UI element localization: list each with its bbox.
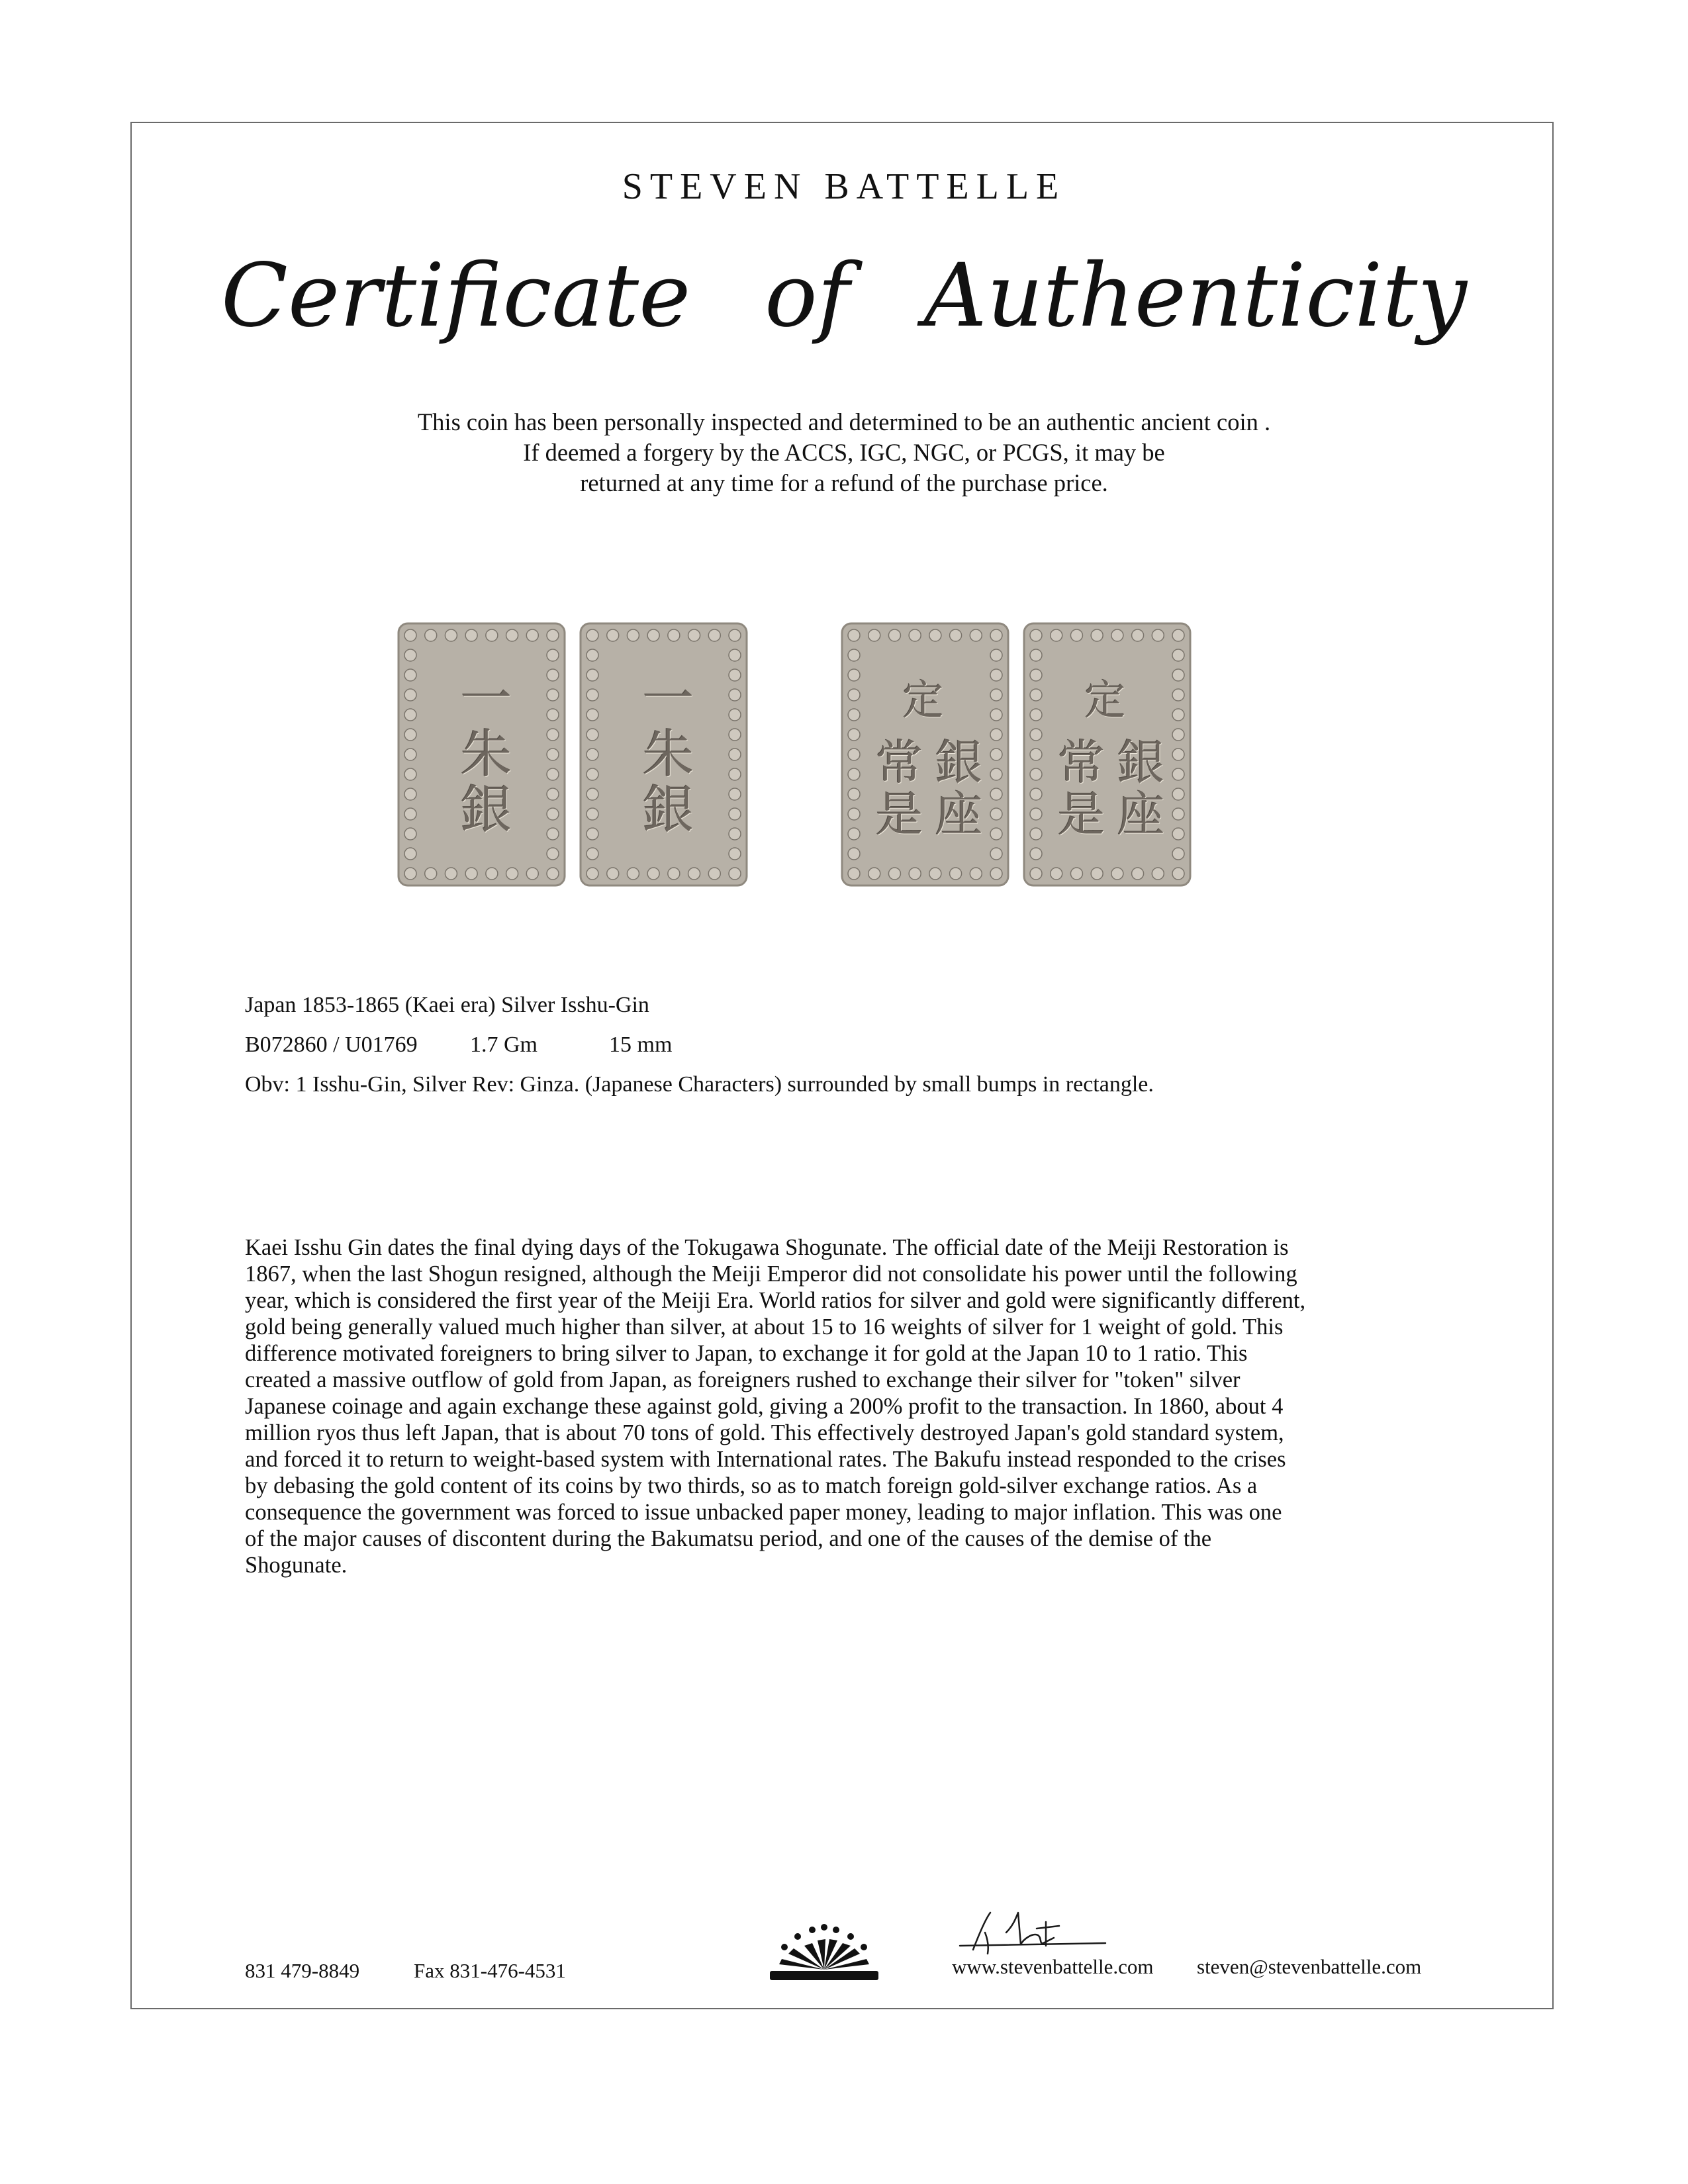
history-line: by debasing the gold content of its coins by two thirds, so as to match foreign gold-silver exchange ratios. As a bbox=[245, 1473, 1258, 1498]
coin-bead bbox=[1132, 868, 1144, 880]
coin-bead bbox=[607, 629, 619, 641]
coin-photo bbox=[397, 622, 1192, 900]
coin-reverse-column: 常是 bbox=[1049, 737, 1105, 841]
coin-bead bbox=[868, 629, 880, 641]
coin-bead bbox=[729, 629, 741, 641]
coin-bead bbox=[848, 629, 860, 641]
coin-bead bbox=[404, 629, 416, 641]
coin-bead bbox=[888, 629, 900, 641]
coin-bead bbox=[929, 629, 941, 641]
history-paragraph bbox=[245, 1234, 1403, 1578]
coin-bead bbox=[708, 629, 720, 641]
coin-bead bbox=[1172, 868, 1184, 880]
coin-bead bbox=[970, 868, 982, 880]
coin-bead bbox=[668, 868, 680, 880]
coin-bead bbox=[909, 868, 921, 880]
coin-bead bbox=[526, 868, 538, 880]
coin-reverse-column: 銀座 bbox=[927, 737, 983, 841]
history-line: Shogunate. bbox=[245, 1553, 348, 1578]
item-size: 15 mm bbox=[609, 1032, 673, 1057]
coin-reverse-column: 銀座 bbox=[1109, 737, 1165, 841]
history-line: difference motivated foreigners to bring silver to Japan, to exchange it for gold at the Japan 10 to 1 ratio. This bbox=[245, 1341, 1248, 1366]
coin-bead bbox=[526, 629, 538, 641]
history-line: million ryos thus left Japan, that is about 70 tons of gold. This effectively destroyed Japan's gold standard system, bbox=[245, 1420, 1284, 1445]
coin-bead bbox=[1051, 868, 1062, 880]
coin-bead bbox=[708, 868, 720, 880]
history-line: Japanese coinage and again exchange these against gold, giving a 200% profit to the transaction. In 1860, about 4 bbox=[245, 1394, 1284, 1419]
coin-bead bbox=[848, 868, 860, 880]
coin-bead bbox=[486, 629, 498, 641]
history-line: year, which is considered the first year of the Meiji Era. World ratios for silver and gold were significantly different, bbox=[245, 1288, 1306, 1313]
coin-reverse-characters bbox=[841, 649, 1009, 860]
coin-bead bbox=[1091, 629, 1103, 641]
history-line: and forced it to return to weight-based system with International rates. The Bakufu instead responded to the crises bbox=[245, 1447, 1286, 1472]
coin-bead bbox=[929, 868, 941, 880]
footer-phone: 831 479-8849 bbox=[245, 1959, 360, 1982]
history-line: 1867, when the last Shogun resigned, although the Meiji Emperor did not consolidate his power until the following bbox=[245, 1261, 1297, 1287]
coin-bead bbox=[1070, 629, 1082, 641]
coin-bead bbox=[404, 868, 416, 880]
coin-bead bbox=[1030, 868, 1042, 880]
coin-obverse-2 bbox=[579, 622, 748, 887]
coin-bead bbox=[627, 868, 639, 880]
coin-bead bbox=[1051, 629, 1062, 641]
coin-bead bbox=[909, 629, 921, 641]
coin-bead bbox=[990, 629, 1002, 641]
coin-bead bbox=[1152, 868, 1164, 880]
coin-bead bbox=[1070, 868, 1082, 880]
coin-reverse-top-char: 定 bbox=[1084, 676, 1130, 724]
guarantee-line: If deemed a forgery by the ACCS, IGC, NGC, or PCGS, it may be bbox=[523, 439, 1165, 466]
coin-bead bbox=[868, 868, 880, 880]
coin-bead bbox=[668, 629, 680, 641]
coin-bead bbox=[607, 868, 619, 880]
coin-bead bbox=[970, 629, 982, 641]
item-description: Obv: 1 Isshu-Gin, Silver Rev: Ginza. (Japanese Characters) surrounded by small bumps in rectangle. bbox=[245, 1072, 1154, 1097]
coin-bead bbox=[1152, 629, 1164, 641]
coin-bead bbox=[1030, 629, 1042, 641]
coin-bead bbox=[627, 629, 639, 641]
coin-obverse-characters: 一朱銀 bbox=[451, 671, 512, 838]
certificate-title: Certificate of Authenticity bbox=[220, 245, 1468, 347]
item-weight: 1.7 Gm bbox=[470, 1032, 538, 1057]
coin-reverse-2 bbox=[1023, 622, 1192, 887]
coin-bead bbox=[465, 868, 477, 880]
history-line: consequence the government was forced to issue unbacked paper money, leading to major inflation. This was one bbox=[245, 1500, 1282, 1525]
coin-bead bbox=[586, 868, 598, 880]
item-codes: B072860 / U01769 bbox=[245, 1032, 418, 1057]
coin-reverse-top-char: 定 bbox=[902, 676, 948, 724]
coin-obverse-1 bbox=[397, 622, 566, 887]
coin-bead bbox=[647, 629, 659, 641]
certificate-border bbox=[130, 122, 1554, 2009]
coin-bead bbox=[1111, 629, 1123, 641]
coin-bead bbox=[990, 868, 1002, 880]
coin-bead bbox=[506, 629, 518, 641]
coin-bead bbox=[1172, 629, 1184, 641]
history-line: Kaei Isshu Gin dates the final dying days of the Tokugawa Shogunate. The official date of the Meiji Restoration is bbox=[245, 1235, 1289, 1260]
brand-name: STEVEN BATTELLE bbox=[622, 166, 1066, 207]
history-line: of the major causes of discontent during the Bakumatsu period, and one of the causes of the demise of the bbox=[245, 1526, 1212, 1551]
footer-website: www.stevenbattelle.com bbox=[952, 1955, 1154, 1978]
guarantee-line: This coin has been personally inspected and determined to be an authentic ancient coin . bbox=[417, 408, 1271, 435]
coin-bead bbox=[586, 629, 598, 641]
coin-bead bbox=[486, 868, 498, 880]
coin-reverse-1 bbox=[841, 622, 1009, 887]
coin-reverse-characters bbox=[1023, 649, 1192, 860]
coin-bead bbox=[688, 629, 700, 641]
history-line: created a massive outflow of gold from Japan, as foreigners rushed to exchange their silver for "token" silver bbox=[245, 1367, 1241, 1392]
coin-bead bbox=[425, 868, 437, 880]
coin-bead bbox=[445, 868, 457, 880]
coin-bead bbox=[465, 629, 477, 641]
coin-reverse-column: 常是 bbox=[867, 737, 923, 841]
sunburst-logo-icon bbox=[765, 1919, 884, 1992]
history-line: gold being generally valued much higher than silver, at about 15 to 16 weights of silver for 1 weight of gold. This bbox=[245, 1314, 1284, 1340]
coin-bead bbox=[888, 868, 900, 880]
coin-bead bbox=[688, 868, 700, 880]
coin-obverse-characters: 一朱銀 bbox=[633, 671, 694, 838]
coin-bead bbox=[647, 868, 659, 880]
coin-bead bbox=[547, 629, 559, 641]
footer-email: steven@stevenbattelle.com bbox=[1197, 1955, 1422, 1978]
coin-bead bbox=[506, 868, 518, 880]
signature-icon bbox=[947, 1906, 1125, 1959]
coin-bead bbox=[1111, 868, 1123, 880]
coin-bead bbox=[445, 629, 457, 641]
coin-bead bbox=[547, 868, 559, 880]
guarantee-statement bbox=[0, 407, 1688, 498]
coin-bead bbox=[950, 629, 962, 641]
coin-bead bbox=[1091, 868, 1103, 880]
footer-fax: Fax 831-476-4531 bbox=[414, 1959, 566, 1982]
coin-bead bbox=[1132, 629, 1144, 641]
coin-bead bbox=[425, 629, 437, 641]
coin-bead bbox=[729, 868, 741, 880]
coin-bead bbox=[950, 868, 962, 880]
item-name: Japan 1853-1865 (Kaei era) Silver Isshu-Gin bbox=[245, 993, 649, 1017]
guarantee-line: returned at any time for a refund of the purchase price. bbox=[580, 469, 1108, 496]
